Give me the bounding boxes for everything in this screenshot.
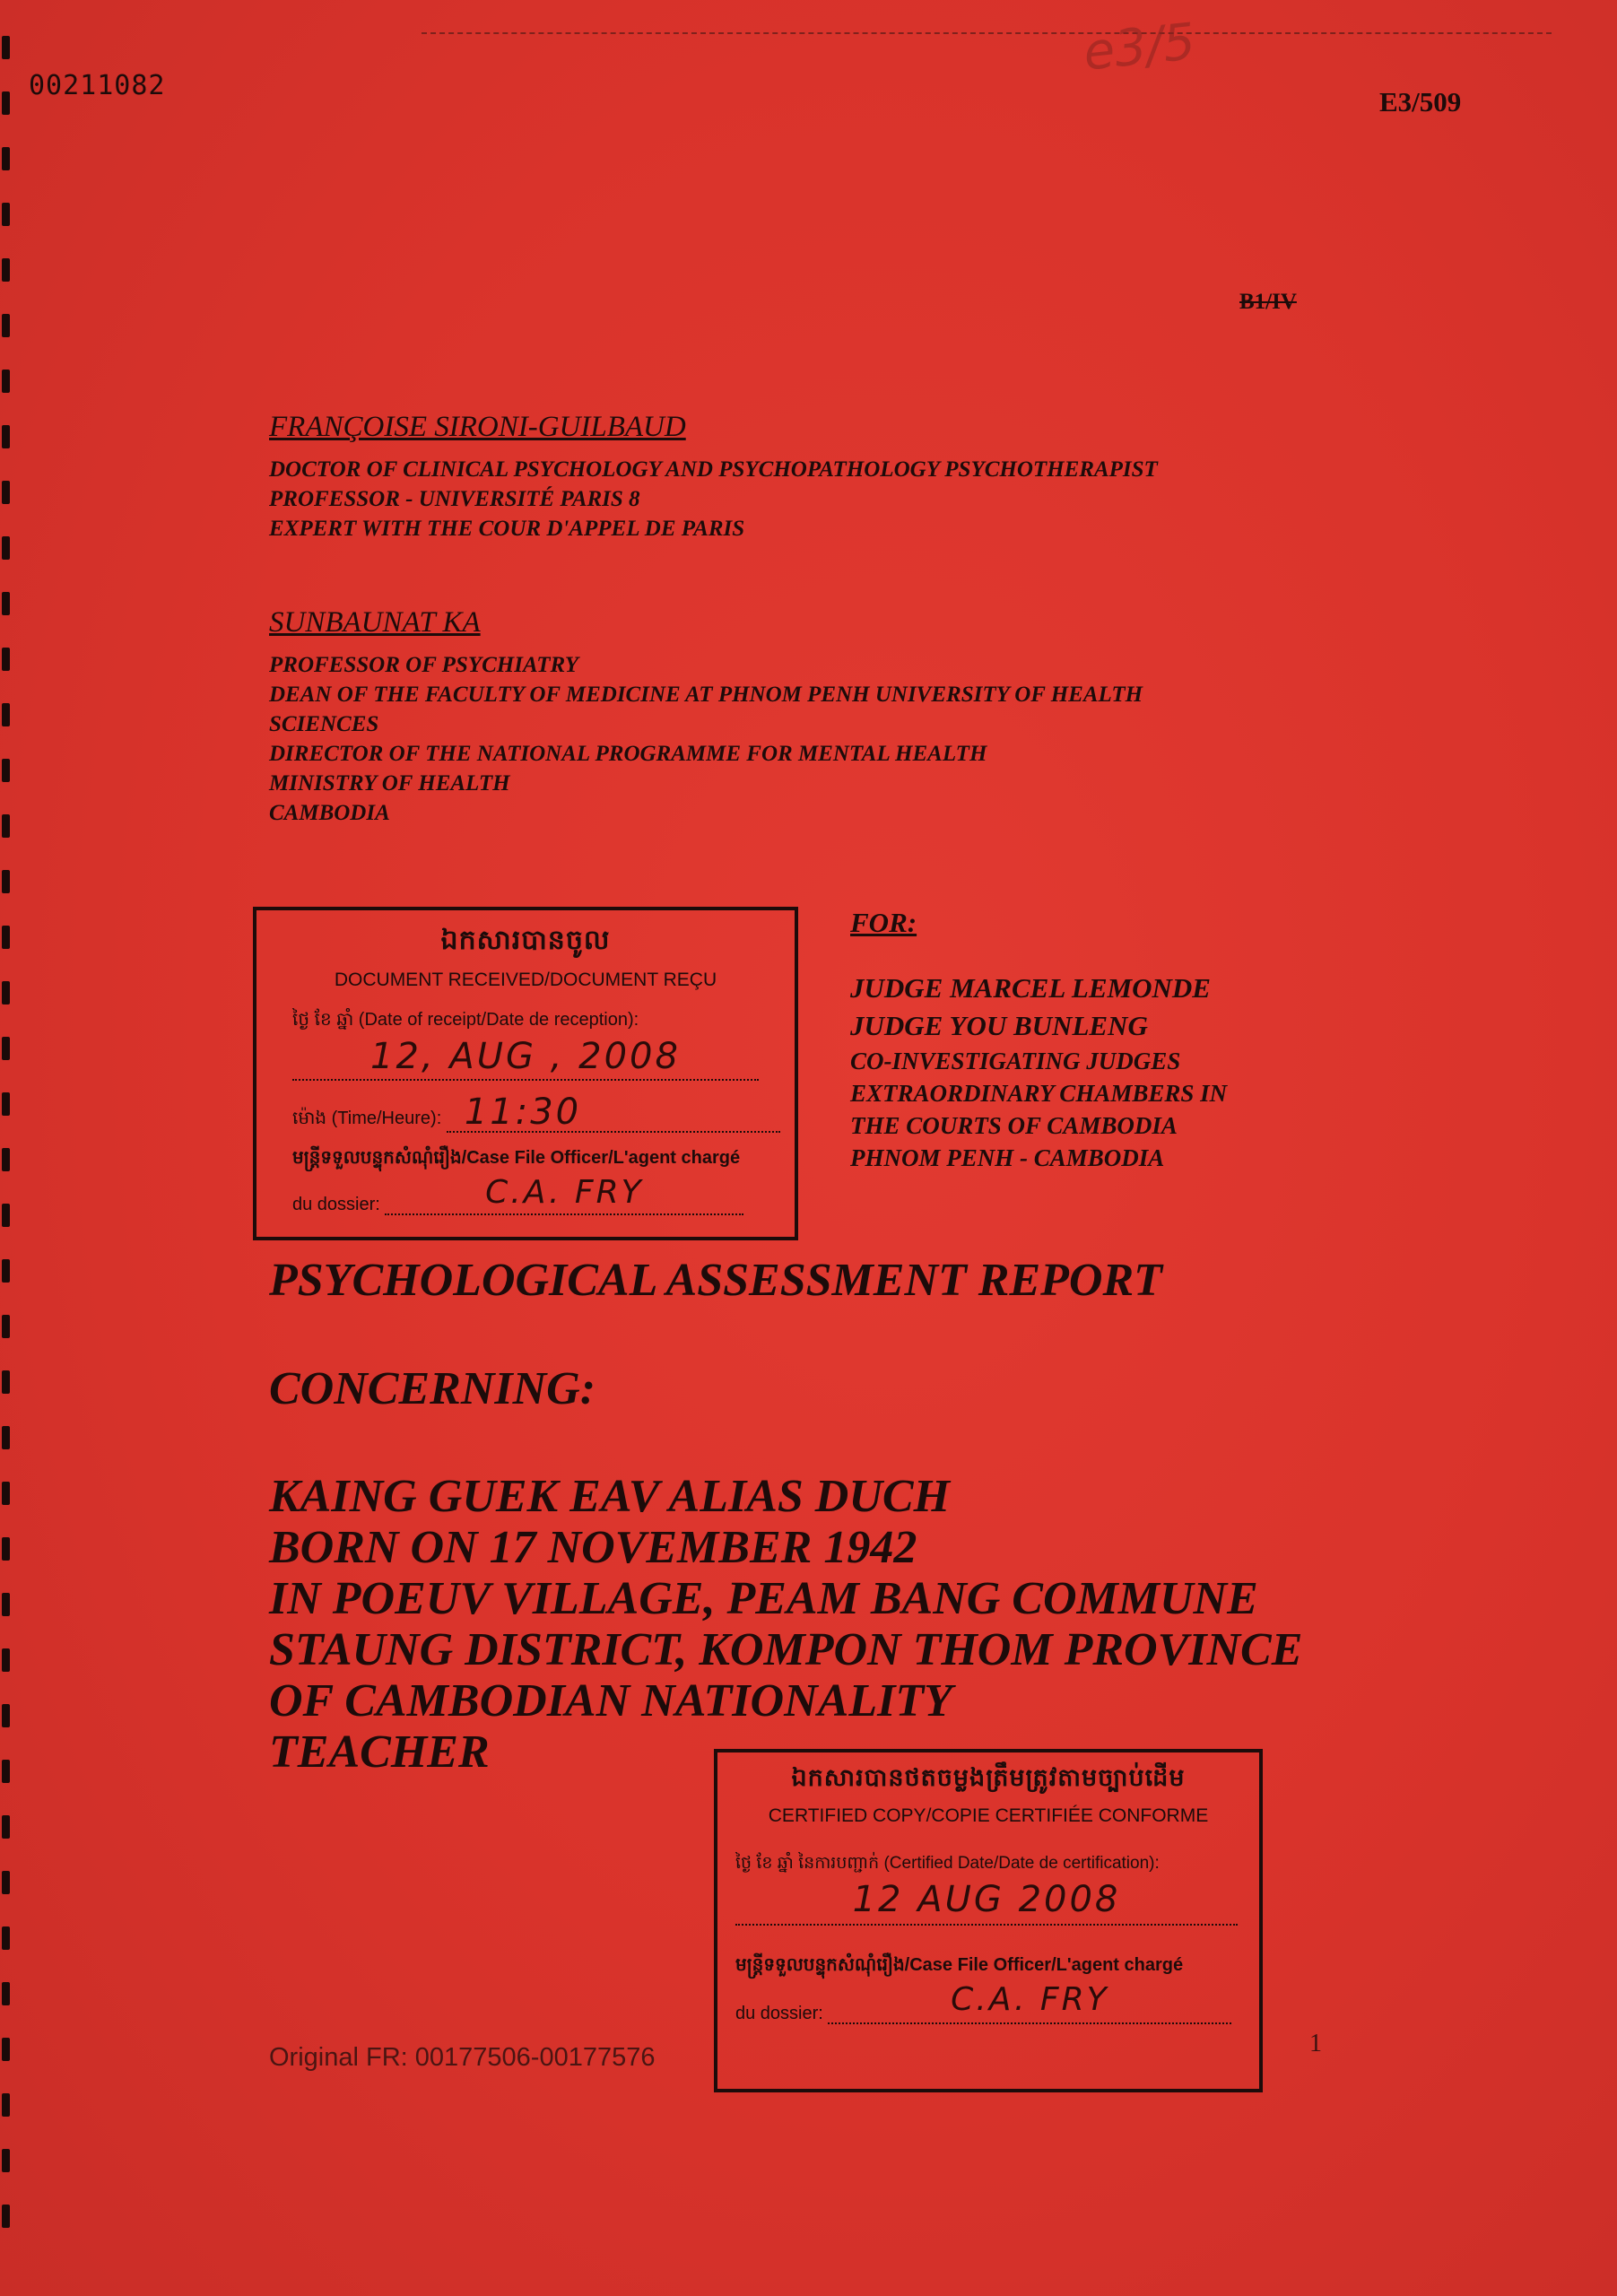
- report-title: PSYCHOLOGICAL ASSESSMENT REPORT: [269, 1255, 1162, 1306]
- certified-officer-row: [735, 1981, 1259, 2024]
- binding-hole: [2, 1092, 10, 1116]
- certified-caption: CERTIFIED COPY/COPIE CERTIFIÉE CONFORME: [768, 1805, 1209, 1826]
- subject-line: IN POEUV VILLAGE, PEAM BANG COMMUNE: [269, 1573, 1258, 1624]
- binding-hole: [2, 1704, 10, 1727]
- binding-hole: [2, 314, 10, 337]
- binding-hole: [2, 203, 10, 226]
- recipient-line: THE COURTS OF CAMBODIA: [850, 1112, 1178, 1139]
- binding-hole: [2, 1871, 10, 1894]
- certified-officer-label-2: du dossier:: [735, 2004, 823, 2023]
- stamp-khmer-title: ឯកសារបានចូល: [440, 926, 611, 955]
- stamp-officer-row: [292, 1174, 795, 1215]
- credential-line: PROFESSOR - UNIVERSITÉ PARIS 8: [269, 487, 640, 511]
- certified-date-row: [735, 1879, 1259, 1926]
- stamp-date-label: ថ្ងៃ ខែ ឆ្នាំ (Date of receipt/Date de reception):: [292, 1010, 639, 1030]
- stamp-time-label: ម៉ោង (Time/Heure):: [292, 1109, 442, 1128]
- subject-line: OF CAMBODIAN NATIONALITY: [269, 1675, 952, 1726]
- binding-hole: [2, 147, 10, 170]
- recipient-line: PHNOM PENH - CAMBODIA: [850, 1144, 1165, 1171]
- binding-hole: [2, 1537, 10, 1561]
- binding-hole: [2, 759, 10, 782]
- binding-hole: [2, 1760, 10, 1783]
- binding-hole: [2, 870, 10, 893]
- binding-hole: [2, 1648, 10, 1672]
- stamp-officer-value: C.A. FRY: [485, 1174, 644, 1211]
- subject-line: STAUNG DISTRICT, KOMPON THOM PROVINCE: [269, 1624, 1303, 1675]
- stamp-time-row: [292, 1091, 795, 1133]
- binding-hole: [2, 2093, 10, 2117]
- credential-line: CAMBODIA: [269, 801, 390, 825]
- subject-details: [269, 1471, 1302, 1778]
- certified-officer-label: មន្ត្រីទទួលបន្ទុកសំណុំរឿង/Case File Officer/L'agent chargé: [735, 1955, 1184, 1975]
- judge-name: JUDGE MARCEL LEMONDE: [850, 972, 1211, 1004]
- binding-hole: [2, 258, 10, 282]
- binding-hole: [2, 1426, 10, 1449]
- binding-hole: [2, 1370, 10, 1394]
- binding-hole: [2, 425, 10, 448]
- judge-name: JUDGE YOU BUNLENG: [850, 1010, 1148, 1041]
- stamp-officer-label: មន្ត្រីទទួលបន្ទុកសំណុំរឿង/Case File Officer/L'agent chargé: [292, 1148, 741, 1168]
- recipient-line: EXTRAORDINARY CHAMBERS IN: [850, 1080, 1228, 1107]
- stamp-time-value: 11:30: [464, 1091, 582, 1133]
- binding-hole: [2, 1204, 10, 1227]
- credential-line: DEAN OF THE FACULTY OF MEDICINE AT PHNOM PENH UNIVERSITY OF HEALTH: [269, 683, 1143, 707]
- stamp-officer-label-2: du dossier:: [292, 1195, 380, 1214]
- author-name: FRANÇOISE SIRONI-GUILBAUD: [269, 411, 686, 443]
- author-block-1: [269, 411, 1158, 544]
- credential-line: PROFESSOR OF PSYCHIATRY: [269, 653, 579, 677]
- binding-hole: [2, 592, 10, 615]
- binding-hole: [2, 2149, 10, 2172]
- binding-hole: [2, 36, 10, 59]
- handwritten-note: e3/5: [1081, 13, 1198, 83]
- for-label: FOR:: [850, 907, 917, 938]
- credential-line: DIRECTOR OF THE NATIONAL PROGRAMME FOR MENTAL HEALTH: [269, 742, 987, 766]
- credential-line: MINISTRY OF HEALTH: [269, 771, 510, 796]
- binding-hole: [2, 1315, 10, 1338]
- binding-holes: [0, 36, 14, 2278]
- stamp-caption: DOCUMENT RECEIVED/DOCUMENT REÇU: [334, 970, 717, 990]
- binding-hole: [2, 91, 10, 115]
- struck-reference: B1/IV: [1239, 290, 1297, 314]
- binding-hole: [2, 1037, 10, 1060]
- subject-line: BORN ON 17 NOVEMBER 1942: [269, 1522, 917, 1573]
- binding-hole: [2, 481, 10, 504]
- binding-hole: [2, 1926, 10, 1950]
- binding-hole: [2, 1593, 10, 1616]
- original-reference: Original FR: 00177506-00177576: [269, 2043, 656, 2072]
- certified-khmer-title: ឯកសារបានថតចម្លងត្រឹមត្រូវតាមច្បាប់ដើម: [791, 1764, 1186, 1791]
- certified-date-label: ថ្ងៃ ខែ ឆ្នាំ នៃការបញ្ជាក់ (Certified Date/Date de certification):: [735, 1854, 1160, 1873]
- binding-hole: [2, 1982, 10, 2005]
- binding-hole: [2, 1148, 10, 1171]
- author-credentials: [269, 650, 1143, 828]
- stamp-date-value: 12, AUG , 2008: [370, 1036, 681, 1077]
- binding-hole: [2, 2205, 10, 2228]
- page-number: 1: [1309, 2030, 1322, 2057]
- top-dashed-line: [422, 32, 1552, 36]
- binding-hole: [2, 2038, 10, 2061]
- received-stamp: [253, 907, 798, 1240]
- credential-line: EXPERT WITH THE COUR D'APPEL DE PARIS: [269, 517, 745, 541]
- subject-line: KAING GUEK EAV ALIAS DUCH: [269, 1471, 951, 1522]
- stamp-date-row: [292, 1036, 795, 1081]
- certified-date-value: 12 AUG 2008: [852, 1879, 1121, 1920]
- concerning-label: CONCERNING:: [269, 1363, 596, 1414]
- binding-hole: [2, 926, 10, 949]
- binding-hole: [2, 536, 10, 560]
- author-credentials: [269, 455, 1158, 544]
- author-block-2: [269, 606, 1143, 828]
- binding-hole: [2, 648, 10, 671]
- author-name: SUNBAUNAT KA: [269, 606, 481, 639]
- document-reference: E3/509: [1379, 86, 1462, 117]
- binding-hole: [2, 370, 10, 393]
- credential-line: DOCTOR OF CLINICAL PSYCHOLOGY AND PSYCHOPATHOLOGY PSYCHOTHERAPIST: [269, 457, 1158, 482]
- binding-hole: [2, 1815, 10, 1839]
- recipient-block: [850, 907, 1227, 1174]
- binding-hole: [2, 981, 10, 1004]
- binding-hole: [2, 1259, 10, 1283]
- recipient-line: CO-INVESTIGATING JUDGES: [850, 1048, 1181, 1074]
- binding-hole: [2, 1482, 10, 1505]
- binding-hole: [2, 814, 10, 838]
- credential-line: SCIENCES: [269, 712, 379, 736]
- binding-hole: [2, 703, 10, 726]
- certified-officer-value: C.A. FRY: [951, 1981, 1109, 2018]
- document-number: 00211082: [29, 70, 166, 101]
- certified-stamp: [714, 1749, 1263, 2092]
- subject-line: TEACHER: [269, 1726, 490, 1778]
